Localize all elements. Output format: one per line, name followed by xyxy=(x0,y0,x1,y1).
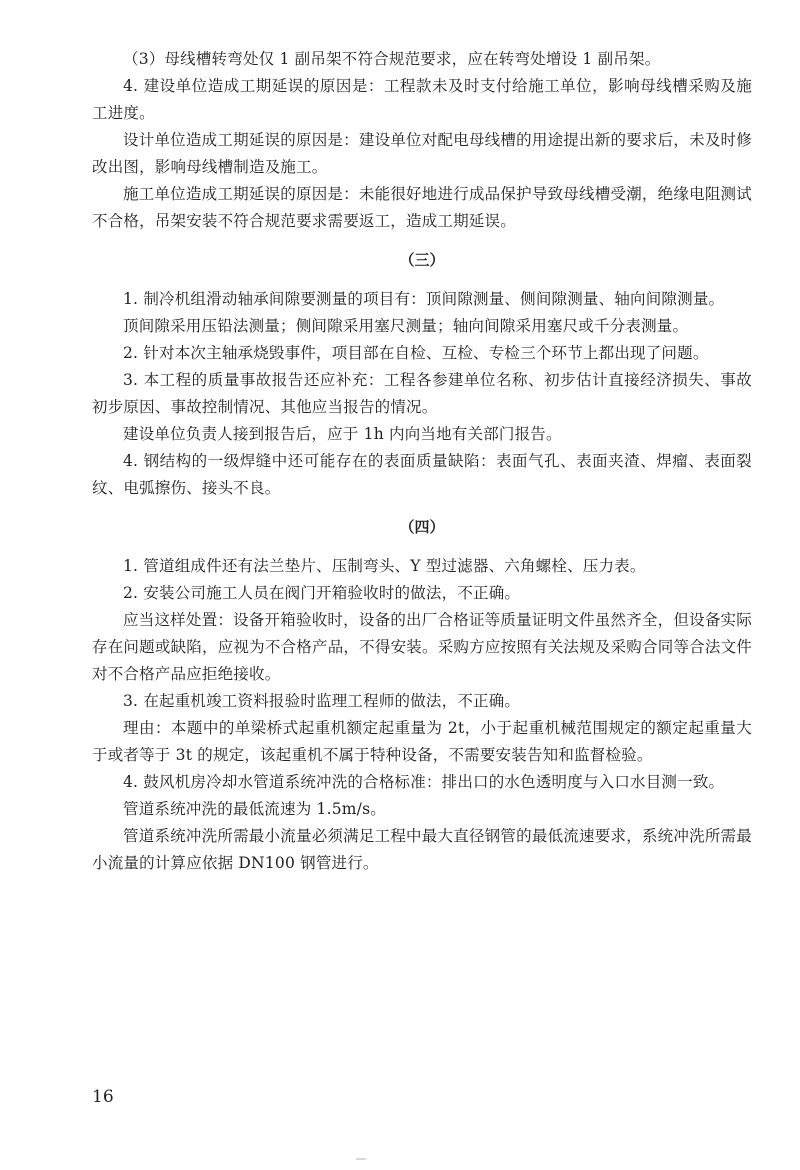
paragraph: 4. 鼓风机房冷却水管道系统冲洗的合格标准：排出口的水色透明度与入口水目测一致。 xyxy=(123,773,725,791)
paragraph: 顶间隙采用压铅法测量；侧间隙采用塞尺测量；轴向间隙采用塞尺或千分表测量。 xyxy=(123,317,689,335)
paragraph: 建设单位负责人接到报告后，应于 1h 内向当地有关部门报告。 xyxy=(123,425,562,443)
paragraph: 3. 本工程的质量事故报告还应补充：工程各参建单位名称、初步估计直接经济损失、事故初步原因、事故控制情况、其他应当报告的情况。 xyxy=(92,371,752,416)
paragraph: 施工单位造成工期延误的原因是：未能很好地进行成品保护导致母线槽受潮，绝缘电阻测试不合格，吊架安装不符合规范要求需要返工，造成工期延误。 xyxy=(92,185,752,230)
paragraph: 4. 钢结构的一级焊缝中还可能存在的表面质量缺陷：表面气孔、表面夹渣、焊瘤、表面裂纹、电弧擦伤、接头不良。 xyxy=(92,452,752,497)
paragraph: 应当这样处置：设备开箱验收时，设备的出厂合格证等质量证明文件虽然齐全，但设备实际存在问题或缺陷，应视为不合格产品，不得安装。采购方应按照有关法规及采购合同等合法文件对不合格产品应拒绝接收。 xyxy=(92,611,752,683)
paragraph: 2. 针对本次主轴承烧毁事件，项目部在自检、互检、专检三个环节上都出现了问题。 xyxy=(123,344,709,362)
paragraph: 管道系统冲洗的最低流速为 1.5m/s。 xyxy=(123,800,386,818)
paragraph: 2. 安装公司施工人员在阀门开箱验收时的做法，不正确。 xyxy=(123,584,521,602)
paragraph: 4. 建设单位造成工期延误的原因是：工程款未及时支付给施工单位，影响母线槽采购及施工进度。 xyxy=(92,77,752,122)
paragraph: 3. 在起重机竣工资料报验时监理工程师的做法，不正确。 xyxy=(123,692,521,710)
scan-artifact-mark xyxy=(356,1158,366,1160)
paragraph: （3）母线槽转弯处仅 1 副吊架不符合规范要求，应在转弯处增设 1 副吊架。 xyxy=(123,50,661,68)
page-content xyxy=(92,46,752,877)
paragraph: 设计单位造成工期延误的原因是：建设单位对配电母线槽的用途提出新的要求后，未及时修改出图，影响母线槽制造及施工。 xyxy=(92,131,752,176)
section-heading-4: （四） xyxy=(399,518,445,536)
paragraph: 1. 管道组成件还有法兰垫片、压制弯头、Y 型过滤器、六角螺栓、压力表。 xyxy=(123,557,646,575)
paragraph: 1. 制冷机组滑动轴承间隙要测量的项目有：顶间隙测量、侧间隙测量、轴向间隙测量。 xyxy=(123,290,725,308)
paragraph: 管道系统冲洗所需最小流量必须满足工程中最大直径钢管的最低流速要求，系统冲洗所需最小流量的计算应依据 DN100 钢管进行。 xyxy=(92,827,752,872)
paragraph: 理由：本题中的单梁桥式起重机额定起重量为 2t，小于起重机械范围规定的额定起重量大于或者等于 3t 的规定，该起重机不属于特种设备，不需要安装告知和监督检验。 xyxy=(92,719,752,764)
section-heading-3: （三） xyxy=(399,251,445,269)
page-number: 16 xyxy=(92,1087,114,1107)
